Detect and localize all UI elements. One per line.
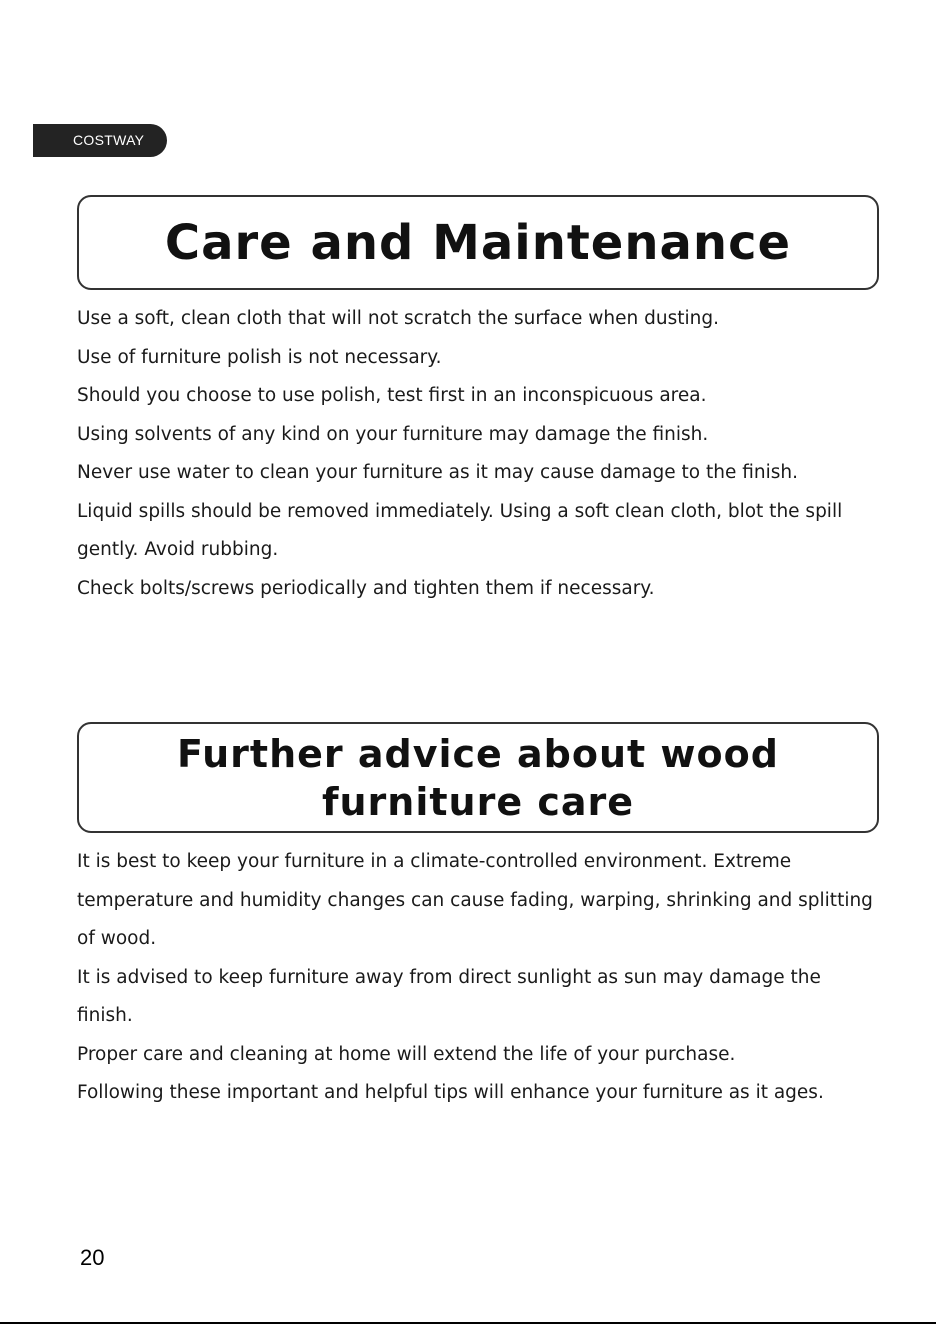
care-line: Check bolts/screws periodically and tighten them if necessary. (77, 577, 655, 599)
care-line: Use a soft, clean cloth that will not scratch the surface when dusting. (77, 308, 719, 329)
care-line: Using solvents of any kind on your furniture may damage the finish. (77, 423, 709, 445)
care-line: Liquid spills should be removed immediately. Using a soft clean cloth, blot the spill gently. Avoid rubbing. (77, 500, 843, 560)
care-maintenance-title: Care and Maintenance (164, 214, 792, 271)
further-line: It is advised to keep furniture away from direct sunlight as sun may damage the finish. (77, 966, 821, 1026)
further-advice-heading-box (77, 722, 879, 833)
care-maintenance-text (77, 300, 877, 608)
further-line: Proper care and cleaning at home will extend the life of your purchase. (77, 1043, 736, 1065)
brand-logo-tab (33, 124, 167, 157)
brand-label: COSTWAY (73, 132, 145, 148)
care-maintenance-heading-box (77, 195, 879, 290)
further-line: Following these important and helpful tips will enhance your furniture as it ages. (77, 1082, 824, 1103)
care-line: Should you choose to use polish, test first in an inconspicuous area. (77, 385, 707, 406)
further-advice-title-line-2: furniture care (321, 779, 635, 824)
further-advice-title (177, 730, 779, 826)
care-line: Use of furniture polish is not necessary. (77, 346, 442, 368)
page-number: 20 (80, 1245, 105, 1270)
further-line: It is best to keep your furniture in a climate-controlled environment. Extreme temperature and humidity changes can cause fading, warping, shrinking and splitting of wood. (77, 851, 873, 949)
care-line: Never use water to clean your furniture as it may cause damage to the finish. (77, 462, 798, 483)
further-advice-title-line-1: Further advice about wood (177, 731, 779, 776)
further-advice-text (77, 843, 877, 1113)
